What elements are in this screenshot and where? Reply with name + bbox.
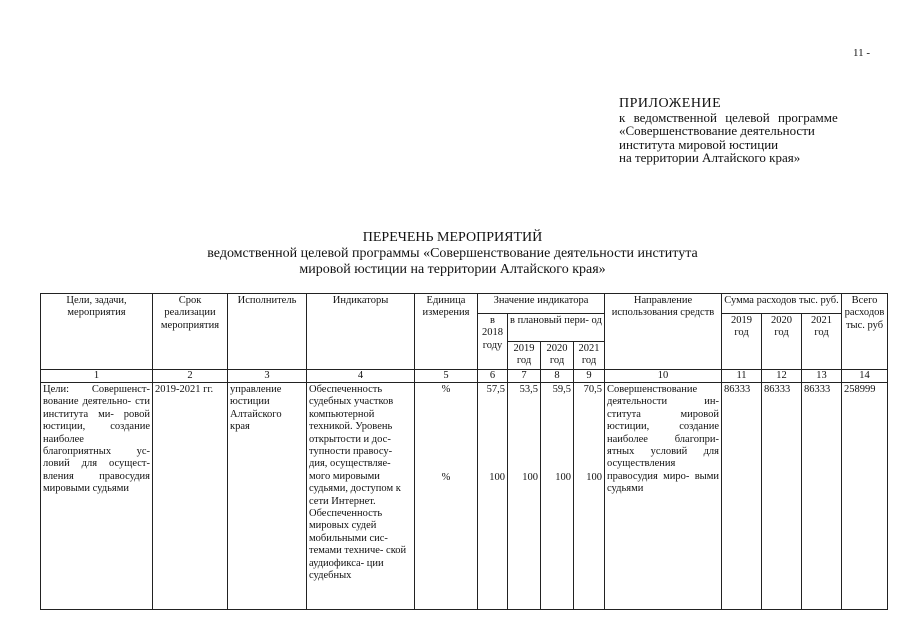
header-2018: в 2018 году bbox=[478, 314, 508, 370]
column-number: 2 bbox=[153, 370, 228, 383]
header-ind-2019: 2019 год bbox=[508, 342, 541, 370]
row-expense-2021: 86333 bbox=[802, 383, 842, 610]
indicator-value: 53,5 bbox=[519, 384, 538, 395]
indicator-value: 59,5 bbox=[552, 384, 571, 395]
column-number: 14 bbox=[842, 370, 888, 383]
indicator-value: 100 bbox=[555, 472, 571, 484]
page-number: 11 - bbox=[853, 47, 871, 59]
header-goals: Цели, задачи, мероприятия bbox=[41, 294, 153, 370]
appendix-line: «Совершенствование деятельности bbox=[619, 123, 815, 138]
row-goals: Цели: Совершенст- вование деятельно- сти института ми- ровой юстиции, создание наиболее благоприятных ус- ловий для осущест- вления правосудия мировыми судьями bbox=[41, 383, 153, 610]
header-indicator-value: Значение индикатора bbox=[478, 294, 605, 314]
header-total: Всего расходов тыс. руб bbox=[842, 294, 888, 370]
title-line: ПЕРЕЧЕНЬ МЕРОПРИЯТИЙ bbox=[362, 230, 543, 245]
appendix-line: института мировой юстиции bbox=[619, 136, 779, 152]
header-executor: Исполнитель bbox=[228, 294, 307, 370]
appendix-line: к ведомственной целевой программе bbox=[619, 109, 838, 125]
header-exp-2021: 2021 год bbox=[802, 314, 842, 370]
header-indicators: Индикаторы bbox=[307, 294, 415, 370]
row-executor: управление юстиции Алтайского края bbox=[228, 383, 307, 610]
indicator-value: 57,5 bbox=[486, 384, 505, 395]
appendix-block bbox=[619, 97, 879, 165]
header-exp-2020: 2020 год bbox=[762, 314, 802, 370]
column-number: 12 bbox=[762, 370, 802, 383]
row-value-2021 bbox=[574, 383, 605, 610]
header-ind-2020: 2020 год bbox=[541, 342, 574, 370]
unit-value: % bbox=[441, 472, 451, 484]
row-expense-2020: 86333 bbox=[762, 383, 802, 610]
row-direction: Совершенствование деятельности ин- ститута мировой юстиции, создание наиболее благопри- ятных условий для осуществления правосудия миро- выми судьями bbox=[605, 383, 722, 610]
header-expenses: Сумма расходов тыс. руб. bbox=[722, 294, 842, 314]
indicator-value: 100 bbox=[489, 472, 505, 484]
measures-table bbox=[40, 293, 888, 610]
appendix-line: на территории Алтайского края» bbox=[619, 150, 801, 165]
row-indicators: Обеспеченность судебных участков компьютерной техникой. Уровень открытости и дос- тупности правосу- дия, осуществляе- мого мировыми судьями, доступом к сети Интернет. Обеспеченность мировых судей мобильными сис- темами техниче- ской аудиофикса- ции судебных bbox=[307, 383, 415, 610]
title-line: ведомственной целевой программы «Совершенствование деятельности института bbox=[207, 246, 698, 261]
document-title bbox=[0, 230, 905, 278]
indicator-value: 70,5 bbox=[583, 384, 602, 395]
appendix-heading: ПРИЛОЖЕНИЕ bbox=[619, 96, 722, 111]
header-term: Срок реализации мероприятия bbox=[153, 294, 228, 370]
header-direction: Направление использования средств bbox=[605, 294, 722, 370]
title-line: мировой юстиции на территории Алтайского края» bbox=[299, 262, 606, 277]
row-term: 2019-2021 гг. bbox=[153, 383, 228, 610]
row-expense-2019: 86333 bbox=[722, 383, 762, 610]
row-total: 258999 bbox=[842, 383, 888, 610]
column-number: 10 bbox=[605, 370, 722, 383]
header-ind-2021: 2021 год bbox=[574, 342, 605, 370]
row-value-2019 bbox=[508, 383, 541, 610]
row-unit bbox=[415, 383, 478, 610]
column-number: 8 bbox=[541, 370, 574, 383]
column-number: 3 bbox=[228, 370, 307, 383]
header-exp-2019: 2019 год bbox=[722, 314, 762, 370]
column-number: 11 bbox=[722, 370, 762, 383]
row-value-2018 bbox=[478, 383, 508, 610]
indicator-value: 100 bbox=[522, 472, 538, 484]
column-number: 9 bbox=[574, 370, 605, 383]
page-edge-crop bbox=[897, 290, 905, 620]
column-number: 13 bbox=[802, 370, 842, 383]
column-number: 7 bbox=[508, 370, 541, 383]
column-number: 5 bbox=[415, 370, 478, 383]
header-unit: Единица измерения bbox=[415, 294, 478, 370]
column-number: 4 bbox=[307, 370, 415, 383]
row-value-2020 bbox=[541, 383, 574, 610]
indicator-value: 100 bbox=[586, 472, 602, 484]
header-planned-period: в плановый пери- од bbox=[508, 314, 605, 342]
unit-value: % bbox=[441, 384, 451, 395]
column-number: 1 bbox=[41, 370, 153, 383]
column-number: 6 bbox=[478, 370, 508, 383]
